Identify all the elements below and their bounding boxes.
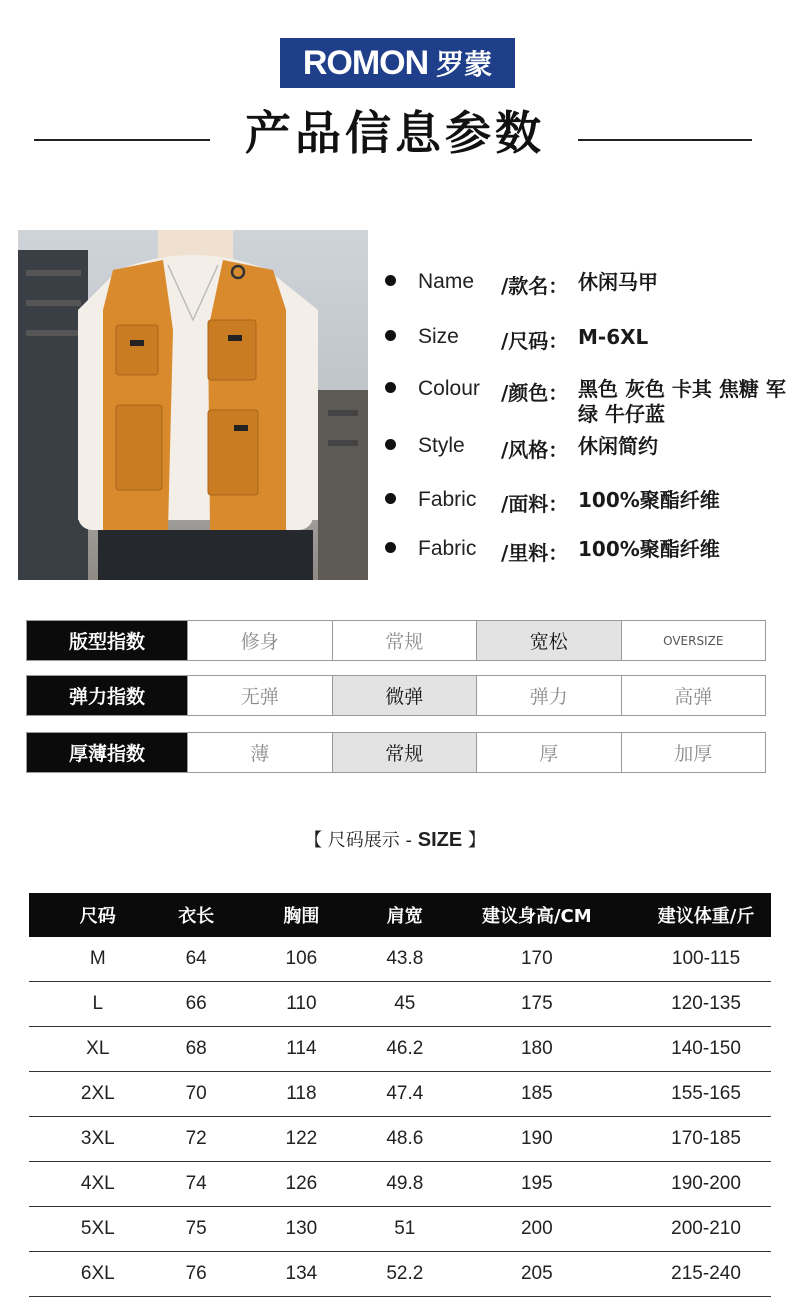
table-cell: 114 (226, 1027, 377, 1072)
header-cell: 肩宽 (377, 893, 433, 937)
table-cell: 47.4 (377, 1072, 433, 1117)
index-option: 厚 (476, 733, 621, 772)
bullet-icon (385, 493, 396, 504)
size-table (29, 893, 771, 1297)
table-cell: 5XL (29, 1207, 167, 1252)
table-cell: 52.2 (377, 1252, 433, 1297)
table-row (29, 1252, 771, 1297)
table-cell: 45 (377, 982, 433, 1027)
table-cell: 120-135 (641, 982, 771, 1027)
fit-index-row (26, 620, 766, 661)
brand-logo (280, 38, 515, 88)
spec-value: 100%聚酯纤维 (578, 488, 720, 512)
title-rule-left (34, 139, 210, 141)
size-table-header (29, 893, 771, 937)
spec-en-label: Size (418, 325, 459, 348)
index-option-selected: 常规 (332, 733, 477, 772)
table-cell: 140-150 (641, 1027, 771, 1072)
product-photo (18, 230, 368, 580)
bullet-icon (385, 439, 396, 450)
table-cell: 190-200 (641, 1162, 771, 1207)
size-heading-emphasis: SIZE (417, 829, 463, 851)
index-option: 薄 (187, 733, 332, 772)
brand-name: ROMON (302, 43, 429, 82)
spec-value: 100%聚酯纤维 (578, 537, 720, 561)
table-cell: 6XL (29, 1252, 167, 1297)
table-cell: 49.8 (377, 1162, 433, 1207)
index-label: 弹力指数 (27, 676, 187, 715)
table-cell: 155-165 (641, 1072, 771, 1117)
table-cell: XL (29, 1027, 167, 1072)
bullet-icon (385, 275, 396, 286)
spec-en-label: Name (418, 270, 475, 293)
table-cell: 46.2 (377, 1027, 433, 1072)
vest-model-illustration (18, 230, 368, 580)
table-cell: 130 (226, 1207, 377, 1252)
spec-cn-label: /尺码： (501, 329, 569, 353)
table-cell: 110 (226, 982, 377, 1027)
table-cell: 175 (433, 982, 641, 1027)
index-option: 加厚 (621, 733, 766, 772)
index-option: 高弹 (621, 676, 766, 715)
thickness-index-row (26, 732, 766, 773)
stretch-index-row (26, 675, 766, 716)
spec-cn-label: /面料： (501, 492, 569, 516)
table-row (29, 1072, 771, 1117)
spec-en-label: Colour (418, 377, 480, 400)
table-row (29, 1027, 771, 1072)
spec-cn-label: /里料： (501, 541, 569, 565)
header-cell: 胸围 (226, 893, 377, 937)
table-cell: 48.6 (377, 1117, 433, 1162)
page-title: 产品信息参数 (245, 106, 545, 160)
table-cell: 118 (226, 1072, 377, 1117)
table-cell: 126 (226, 1162, 377, 1207)
index-label: 版型指数 (27, 621, 187, 660)
spec-value: 休闲简约 (578, 434, 658, 458)
table-row (29, 982, 771, 1027)
table-cell: 68 (167, 1027, 226, 1072)
table-cell: 2XL (29, 1072, 167, 1117)
spec-value: 休闲马甲 (578, 270, 658, 294)
table-cell: 100-115 (641, 937, 771, 982)
table-cell: 200 (433, 1207, 641, 1252)
table-cell: 215-240 (641, 1252, 771, 1297)
spec-en-label: Fabric (418, 537, 477, 560)
index-option: 常规 (332, 621, 477, 660)
spec-cn-label: /颜色： (501, 381, 569, 405)
bullet-icon (385, 382, 396, 393)
index-option: 弹力 (476, 676, 621, 715)
index-label: 厚薄指数 (27, 733, 187, 772)
table-cell: 75 (167, 1207, 226, 1252)
header-cell: 建议身高/CM (433, 893, 641, 937)
table-row (29, 937, 771, 982)
size-heading-prefix: 【 尺码展示 - (304, 830, 418, 851)
bullet-icon (385, 542, 396, 553)
header-cell: 尺码 (29, 893, 167, 937)
title-rule-right (578, 139, 752, 141)
table-cell: 3XL (29, 1117, 167, 1162)
table-cell: 76 (167, 1252, 226, 1297)
header-cell: 衣长 (167, 893, 226, 937)
table-cell: L (29, 982, 167, 1027)
table-row (29, 1117, 771, 1162)
spec-value: M-6XL (578, 325, 649, 349)
table-row (29, 1207, 771, 1252)
spec-cn-label: /风格： (501, 438, 569, 462)
table-cell: 106 (226, 937, 377, 982)
table-cell: 122 (226, 1117, 377, 1162)
table-cell: 170 (433, 937, 641, 982)
table-cell: 200-210 (641, 1207, 771, 1252)
table-cell: 180 (433, 1027, 641, 1072)
table-cell: 70 (167, 1072, 226, 1117)
table-cell: M (29, 937, 167, 982)
table-cell: 205 (433, 1252, 641, 1297)
table-cell: 74 (167, 1162, 226, 1207)
spec-en-label: Style (418, 434, 465, 457)
table-cell: 72 (167, 1117, 226, 1162)
table-cell: 4XL (29, 1162, 167, 1207)
spec-cn-label: /款名： (501, 274, 569, 298)
brand-name-cn: 罗蒙 (436, 48, 493, 81)
index-option-selected: 微弹 (332, 676, 477, 715)
table-cell: 66 (167, 982, 226, 1027)
index-option-selected: 宽松 (476, 621, 621, 660)
table-cell: 64 (167, 937, 226, 982)
table-cell: 185 (433, 1072, 641, 1117)
spec-value: 黑色 灰色 卡其 焦糖 军绿 牛仔蓝 (578, 377, 786, 426)
index-option: OVERSIZE (621, 621, 766, 660)
table-row (29, 1162, 771, 1207)
table-cell: 190 (433, 1117, 641, 1162)
spec-en-label: Fabric (418, 488, 477, 511)
size-heading-suffix: 】 (462, 830, 486, 851)
header-cell: 建议体重/斤 (641, 893, 771, 937)
bullet-icon (385, 330, 396, 341)
size-section-heading (0, 826, 790, 852)
table-cell: 134 (226, 1252, 377, 1297)
table-cell: 170-185 (641, 1117, 771, 1162)
table-cell: 195 (433, 1162, 641, 1207)
table-cell: 43.8 (377, 937, 433, 982)
index-option: 无弹 (187, 676, 332, 715)
table-cell: 51 (377, 1207, 433, 1252)
index-option: 修身 (187, 621, 332, 660)
